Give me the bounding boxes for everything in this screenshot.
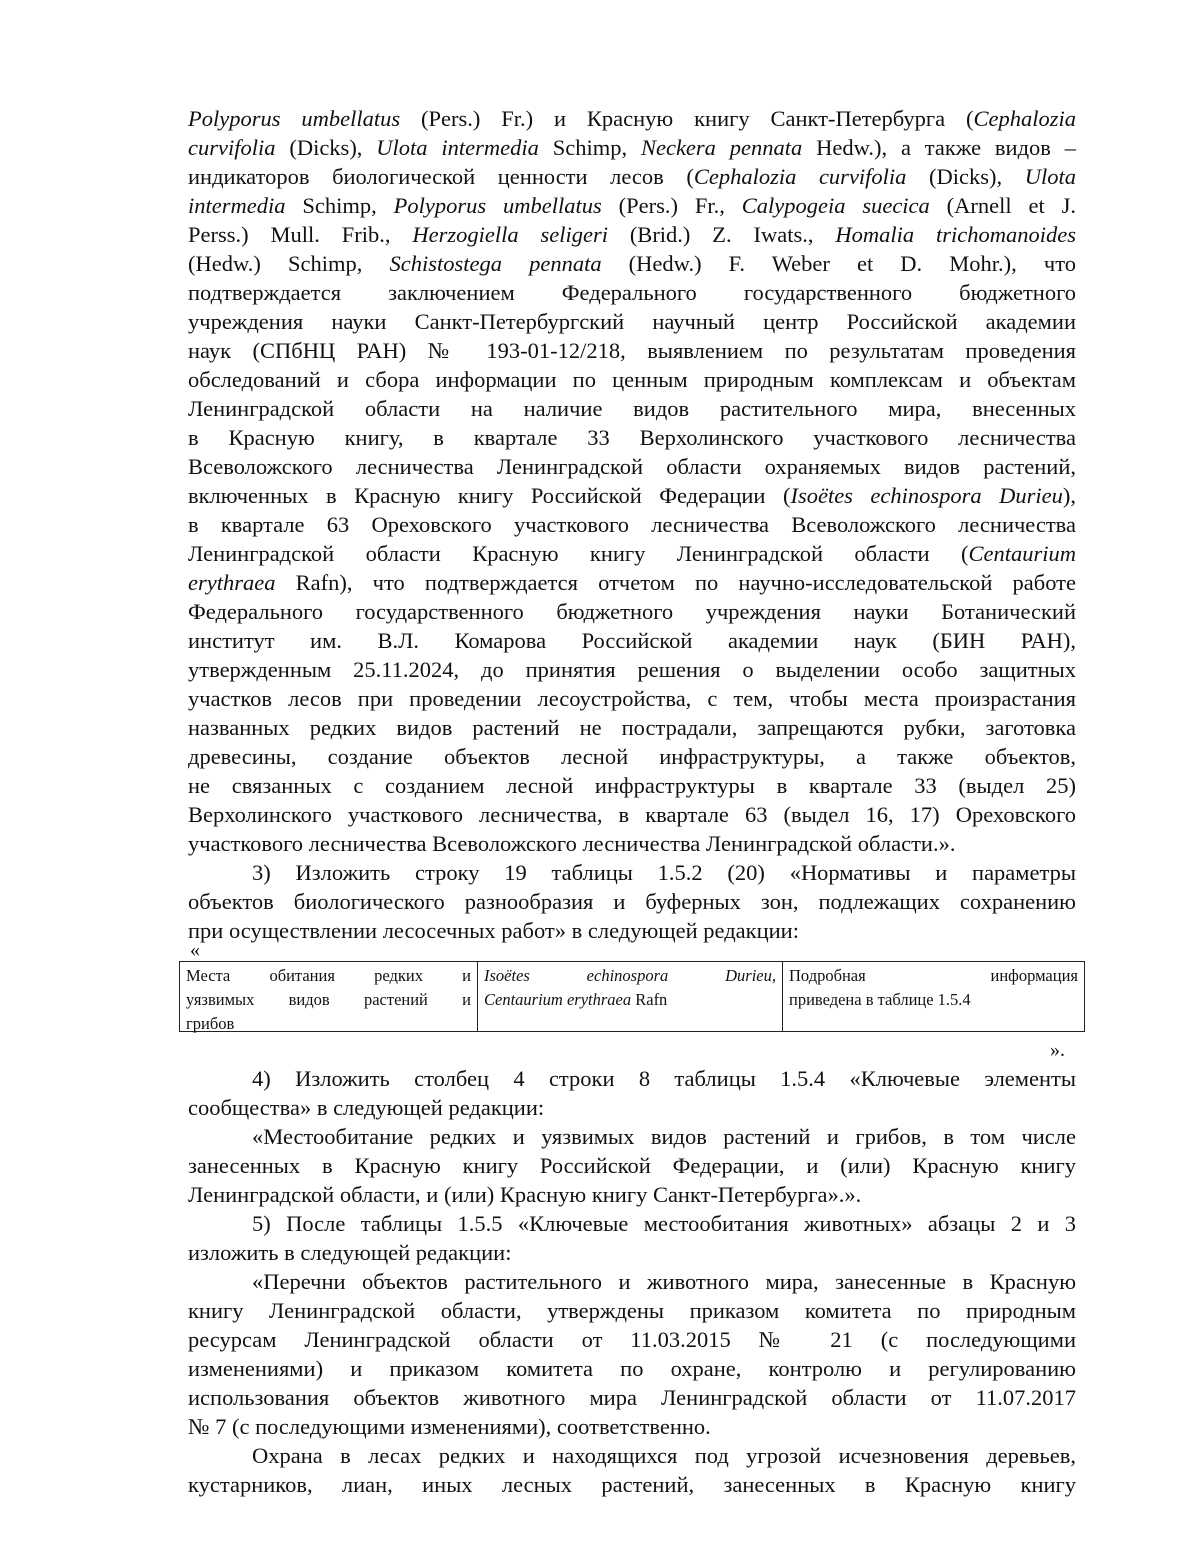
item-3-line: 3) Изложить строку 19 таблицы 1.5.2 (20) «Нормативы и параметры (252, 860, 1076, 885)
cell-line: Места обитания редких и (186, 966, 471, 985)
text-line: в квартале 63 Ореховского участкового лесничества Всеволожского лесничества (188, 512, 1076, 537)
table-cell-habitat (180, 962, 478, 1031)
item-5-quote-line: «Перечни объектов растительного и животного мира, занесенные в Красную (252, 1269, 1076, 1294)
close-quote: ». (1050, 1039, 1065, 1061)
species-name: Centaurium erythraea (484, 990, 632, 1009)
item-5-line: 5) После таблицы 1.5.5 «Ключевые местообитания животных» абзацы 2 и 3 (252, 1211, 1076, 1236)
text-line: институт им. В.Л. Комарова Российской академии наук (БИН РАН), (188, 628, 1076, 653)
text-line: Ленинградской области на наличие видов растительного мира, внесенных (188, 396, 1076, 421)
text-span: Ленинградской области Красную книгу Ленинградской области ( (188, 541, 969, 566)
item-4-line: 4) Изложить столбец 4 строки 8 таблицы 1.5.4 «Ключевые элементы (252, 1066, 1076, 1091)
text-line: intermedia Schimp, Polyporus umbellatus (Pers.) Fr., Calypogeia suecica (Arnell et J. (188, 193, 1076, 218)
item-3-line: при осуществлении лесосечных работ» в следующей редакции: (188, 918, 799, 943)
item-5-line: изложить в следующей редакции: (188, 1240, 512, 1265)
cell-line: грибов (186, 1014, 235, 1033)
text-line: (Hedw.) Schimp, Schistostega pennata (Hedw.) F. Weber et D. Mohr.), что (188, 251, 1076, 276)
text-span: Rafn (631, 990, 668, 1009)
text-line: Верхолинского участкового лесничества, в квартале 63 (выдел 16, 17) Ореховского (188, 802, 1076, 827)
text-line: утвержденным 25.11.2024, до принятия решения о выделении особо защитных (188, 657, 1076, 682)
text-line: древесины, создание объектов лесной инфраструктуры, а также объектов, (188, 744, 1076, 769)
item-4-line: сообщества» в следующей редакции: (188, 1095, 545, 1120)
text-line: curvifolia (Dicks), Ulota intermedia Schimp, Neckera pennata Hedw.), а также видов – (188, 135, 1077, 160)
cell-line (484, 988, 776, 1012)
species-name: Calypogeia suecica (741, 193, 930, 218)
species-name: Homalia trichomanoides (835, 222, 1076, 247)
item-5-quote-line: ресурсам Ленинградской области от 11.03.2015 № 21 (с последующими (188, 1327, 1076, 1352)
item-4-quote-line: занесенных в Красную книгу Российской Федерации, и (или) Красную книгу (188, 1153, 1076, 1178)
text-line: Охрана в лесах редких и находящихся под угрозой исчезновения деревьев, (252, 1443, 1076, 1468)
text-line: наук (СПбНЦ РАН) № 193-01-12/218, выявлением по результатам проведения (188, 338, 1076, 363)
species-name: Polyporus umbellatus (188, 106, 401, 131)
species-name: Neckera pennata (640, 135, 803, 160)
item-5-quote-line: книгу Ленинградской области, утверждены приказом комитета по природным (188, 1298, 1076, 1323)
text-span: Rafn), что подтверждается отчетом по научно-исследовательской работе (275, 570, 1076, 595)
text-line: Perss.) Mull. Frib., Herzogiella seligeri (Brid.) Z. Iwats., Homalia trichomanoides (188, 222, 1076, 247)
species-name: Cephalozia (973, 106, 1076, 131)
text-line: участков лесов при проведении лесоустройства, с тем, чтобы места произрастания (188, 686, 1076, 711)
text-line: подтверждается заключением Федерального государственного бюджетного (188, 280, 1076, 305)
table-cell-species (478, 962, 783, 1031)
species-name: curvifolia (188, 135, 276, 160)
text-line (188, 568, 1076, 598)
item-4-quote-line: Ленинградской области, и (или) Красную книгу Санкт-Петербурга».». (188, 1182, 862, 1207)
text-line: в Красную книгу, в квартале 33 Верхолинского участкового лесничества (188, 425, 1076, 450)
species-name: Isoëtes echinospora Durieu, (484, 966, 776, 985)
text-line: Федерального государственного бюджетного учреждения науки Ботанический (188, 599, 1076, 624)
text-line: участкового лесничества Всеволожского лесничества Ленинградской области.». (188, 831, 956, 856)
cell-line (484, 964, 776, 988)
item-5-quote-line: № 7 (с последующими изменениями), соответственно. (188, 1414, 711, 1439)
species-name: Ulota intermedia (376, 135, 539, 160)
text-line: названных редких видов растений не пострадали, запрещаются рубки, заготовка (188, 715, 1076, 740)
item-5-quote-line: изменениями) и приказом комитета по охране, контролю и регулированию (188, 1356, 1076, 1381)
species-name: Centaurium (968, 541, 1076, 566)
cell-line: Подробная информация (789, 966, 1078, 985)
item-5-quote-line: использования объектов животного мира Ленинградской области от 11.07.2017 (188, 1385, 1076, 1410)
text-line: индикаторов биологической ценности лесов (Cephalozia curvifolia (Dicks), Ulota (188, 164, 1076, 189)
table-cell-info (783, 962, 1084, 1031)
species-name: erythraea (188, 570, 276, 595)
species-name: intermedia (188, 193, 286, 218)
text-line: Всеволожского лесничества Ленинградской области охраняемых видов растений, (188, 454, 1076, 479)
cell-line: приведена в таблице 1.5.4 (789, 990, 971, 1009)
species-table (179, 961, 1085, 1032)
species-name: Ulota (1024, 164, 1076, 189)
text-line (188, 539, 1076, 569)
text-line: не связанных с созданием лесной инфраструктуры в квартале 33 (выдел 25) (188, 773, 1076, 798)
species-name: Schistostega pennata (389, 251, 602, 276)
cell-line: уязвимых видов растений и (186, 990, 471, 1009)
item-4-quote-line: «Местообитание редких и уязвимых видов растений и грибов, в том числе (252, 1124, 1076, 1149)
species-name: Isoëtes echinospora Durieu (790, 483, 1063, 508)
text-line (188, 481, 1076, 511)
text-line: учреждения науки Санкт-Петербургский научный центр Российской академии (188, 309, 1076, 334)
text-line: кустарников, лиан, иных лесных растений, занесенных в Красную книгу (188, 1472, 1076, 1497)
text-line: обследований и сбора информации по ценным природным комплексам и объектам (188, 367, 1076, 392)
item-3-line: объектов биологического разнообразия и буферных зон, подлежащих сохранению (188, 889, 1076, 914)
species-name: Herzogiella seligeri (412, 222, 608, 247)
text-line: Polyporus umbellatus (Pers.) Fr.) и Красную книгу Санкт-Петербурга (Cephalozia (188, 106, 1076, 131)
text-span: ), (1062, 483, 1076, 508)
species-name: Polyporus umbellatus (393, 193, 602, 218)
text-span: включенных в Красную книгу Российской Федерации ( (188, 483, 791, 508)
species-name: Cephalozia curvifolia (693, 164, 907, 189)
open-quote: « (190, 939, 200, 961)
